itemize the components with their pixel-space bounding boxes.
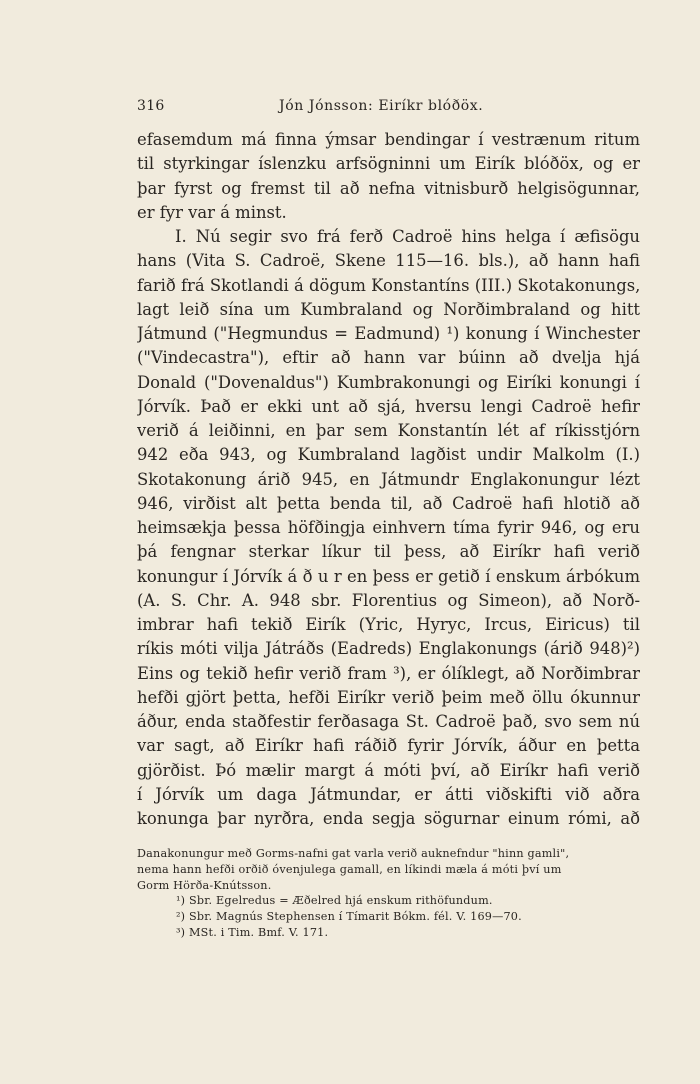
body-line: þá fengnar sterkar líkur til þess, að Eiríkr hafi verið — [137, 542, 640, 562]
body-line: er fyr var á minst. — [137, 202, 287, 222]
page-header — [137, 98, 640, 118]
body-line: efasemdum má finna ýmsar bendingar í vestrænum ritum — [137, 130, 640, 149]
footnotes — [137, 846, 640, 941]
body-line: gjörðist. Þó mælir margt á móti því, að Eiríkr hafi verið — [137, 760, 640, 780]
body-line: imbrar hafi tekið Eirík (Yric, Hyryc, Ircus, Eiricus) til — [137, 615, 640, 634]
footnote-2: ²) Sbr. Magnús Stephensen í Tímarit Bókm. fél. V. 169—70. — [176, 910, 522, 924]
body-line: lagt leið sína um Kumbraland og Norðimbraland og hitt — [137, 299, 640, 319]
body-line: (A. S. Chr. A. 948 sbr. Florentius og Simeon), að Norð- — [137, 590, 640, 610]
footnote-3: ³) MSt. i Tim. Bmf. V. 171. — [176, 925, 329, 939]
body-line: farið frá Skotlandi á dögum Konstantíns (III.) Skotakonungs, — [137, 275, 640, 295]
body-line: ("Vindecastra"), eftir að hann var búinn að dvelja hjá — [137, 348, 640, 368]
body-line: konunga þar nyrðra, enda segja sögurnar einum rómi, að — [137, 809, 640, 828]
body-line: var sagt, að Eiríkr hafi ráðið fyrir Jórvík, áður en þetta — [137, 736, 640, 756]
body-text — [137, 128, 640, 831]
body-line: heimsækja þessa höfðingja einhvern tíma fyrir 946, og eru — [137, 518, 640, 537]
body-line: hefði gjört þetta, hefði Eiríkr verið þeim með öllu ókunnur — [137, 687, 640, 707]
body-line: Eins og tekið hefir verið fram ³), er ólíklegt, að Norðimbrar — [137, 663, 640, 683]
footnote-carryover-line: nema hann hefði orðið óvenjulega gamall, en líkindi mæla á móti því um — [137, 862, 562, 876]
footnote-carryover-line: Danakonungur með Gorms-nafni gat varla verið auknefndur "hinn gamli", — [137, 847, 570, 860]
body-line: Skotakonung árið 945, en Játmundr Englakonungur lézt — [137, 469, 640, 489]
body-line: verið á leiðinni, en þar sem Konstantín lét af ríkisstjórn — [137, 421, 640, 440]
body-line: Donald ("Dovenaldus") Kumbrakonungi og Eiríki konungi í — [137, 372, 640, 392]
body-line: þar fyrst og fremst til að nefna vitnisburð helgisögunnar, — [137, 178, 640, 198]
body-line: 946, virðist alt þetta benda til, að Cadroë hafi hlotið að — [137, 493, 640, 513]
footnote-1: ¹) Sbr. Egelredus = Æðelred hjá enskum rithöfundum. — [176, 894, 493, 908]
page-number: 316 — [137, 98, 165, 114]
body-line: ríkis móti vilja Játráðs (Eadreds) Englakonungs (árið 948)²) — [137, 639, 640, 659]
running-title: Jón Jónsson: Eiríkr blóðöx. — [279, 98, 484, 114]
body-line: 942 eða 943, og Kumbraland lagðist undir Malkolm (I.) — [137, 445, 640, 465]
body-line: konungur í Jórvík á ð u r en þess er getið í enskum árbókum — [137, 566, 640, 586]
body-line: hans (Vita S. Cadroë, Skene 115—16. bls.), að hann hafi — [137, 251, 640, 271]
body-line: Játmund ("Hegmundus = Eadmund) ¹) konung í Winchester — [137, 324, 640, 343]
footnote-carryover-line: Gorm Hörða-Knútsson. — [137, 878, 272, 892]
body-line: áður, enda staðfestir ferðasaga St. Cadroë það, svo sem nú — [137, 712, 640, 731]
body-line: í Jórvík um daga Játmundar, er átti viðskifti við aðra — [137, 784, 640, 804]
body-line: I. Nú segir svo frá ferð Cadroë hins helga í æfisögu — [175, 227, 640, 246]
body-line: Jórvík. Það er ekki unt að sjá, hversu lengi Cadroë hefir — [137, 396, 640, 416]
body-line: til styrkingar íslenzku arfsögninni um Eirík blóðöx, og er — [137, 154, 640, 174]
